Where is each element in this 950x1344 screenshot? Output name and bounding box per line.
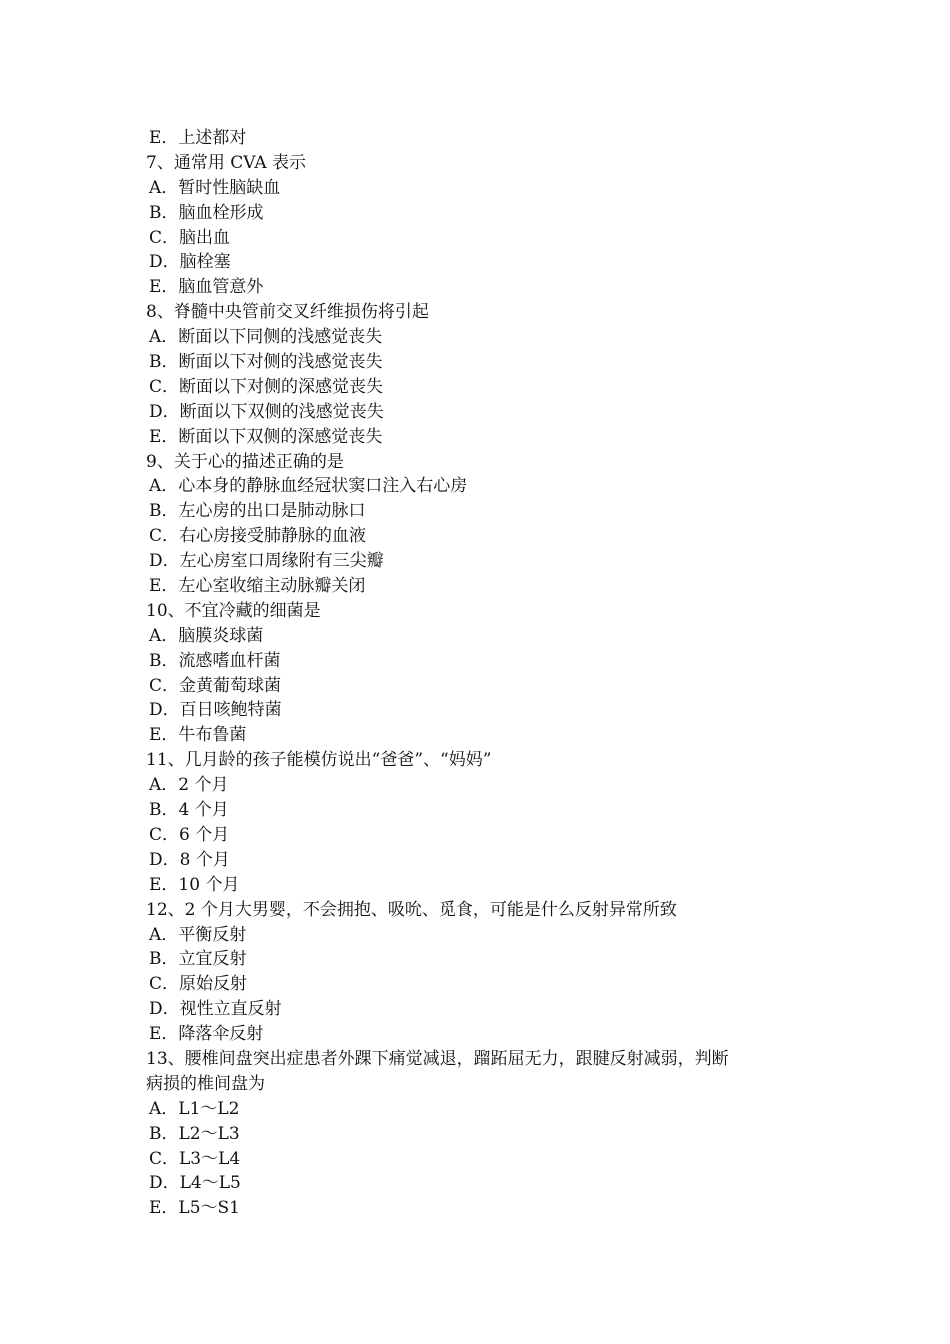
answer-option: C．脑出血	[149, 227, 231, 248]
answer-option: A．L1～L2	[149, 1098, 240, 1119]
answer-option: C．右心房接受肺静脉的血液	[149, 526, 367, 547]
answer-option: C．L3～L4	[149, 1148, 241, 1169]
answer-option: A．2 个月	[149, 775, 229, 796]
answer-option: C．原始反射	[149, 974, 248, 995]
answer-option: E．降落伞反射	[149, 1024, 264, 1045]
answer-option: A．平衡反射	[149, 924, 247, 945]
answer-option: B．立宜反射	[149, 949, 247, 970]
answer-option: A．暂时性脑缺血	[149, 177, 281, 198]
answer-option: D．左心房室口周缘附有三尖瓣	[149, 551, 384, 572]
answer-option: D．L4～L5	[149, 1173, 241, 1194]
answer-option: B．4 个月	[149, 800, 229, 821]
answer-option: D．8 个月	[149, 849, 230, 870]
answer-option: C．6 个月	[149, 824, 230, 845]
answer-option: B．脑血栓形成	[149, 202, 264, 223]
question-text: 病损的椎间盘为	[146, 1073, 265, 1094]
answer-option: D．脑栓塞	[149, 252, 231, 273]
question-text: 10、不宜冷藏的细菌是	[146, 600, 321, 621]
question-text: 11、几月龄的孩子能模仿说出“爸爸”、“妈妈”	[146, 750, 492, 771]
answer-option: E．L5～S1	[149, 1198, 240, 1219]
answer-option: C．断面以下对侧的深感觉丧失	[149, 376, 384, 397]
answer-option: E．断面以下双侧的深感觉丧失	[149, 426, 383, 447]
answer-option: E．上述都对	[149, 128, 247, 148]
answer-option: E．牛布鲁菌	[149, 725, 247, 746]
exam-question-list	[146, 126, 816, 1221]
answer-option: C．金黄葡萄球菌	[149, 675, 282, 696]
answer-option: A．心本身的静脉血经冠状窦口注入右心房	[149, 476, 468, 497]
question-text: 9、关于心的描述正确的是	[146, 451, 344, 472]
answer-option: B．L2～L3	[149, 1123, 240, 1144]
answer-option: B．断面以下对侧的浅感觉丧失	[149, 352, 383, 373]
answer-option: D．断面以下双侧的浅感觉丧失	[149, 401, 384, 422]
question-text: 13、腰椎间盘突出症患者外踝下痛觉减退，蹓跖屈无力，跟腱反射减弱，判断	[146, 1048, 729, 1069]
question-text: 8、脊髓中央管前交叉纤维损伤将引起	[146, 302, 429, 323]
question-text: 7、通常用 CVA 表示	[146, 152, 307, 173]
answer-option: D．视性立直反射	[149, 999, 282, 1020]
answer-option: B．流感嗜血杆菌	[149, 650, 281, 671]
answer-option: B．左心房的出口是肺动脉口	[149, 501, 366, 522]
answer-option: E．10 个月	[149, 874, 240, 895]
question-text: 12、2 个月大男婴，不会拥抱、吸吮、觅食，可能是什么反射异常所致	[146, 899, 677, 920]
answer-option: A．脑膜炎球菌	[149, 625, 264, 646]
answer-option: A．断面以下同侧的浅感觉丧失	[149, 327, 383, 348]
answer-option: E．左心室收缩主动脉瓣关闭	[149, 576, 366, 597]
answer-option: E．脑血管意外	[149, 277, 264, 298]
answer-option: D．百日咳鲍特菌	[149, 700, 282, 721]
